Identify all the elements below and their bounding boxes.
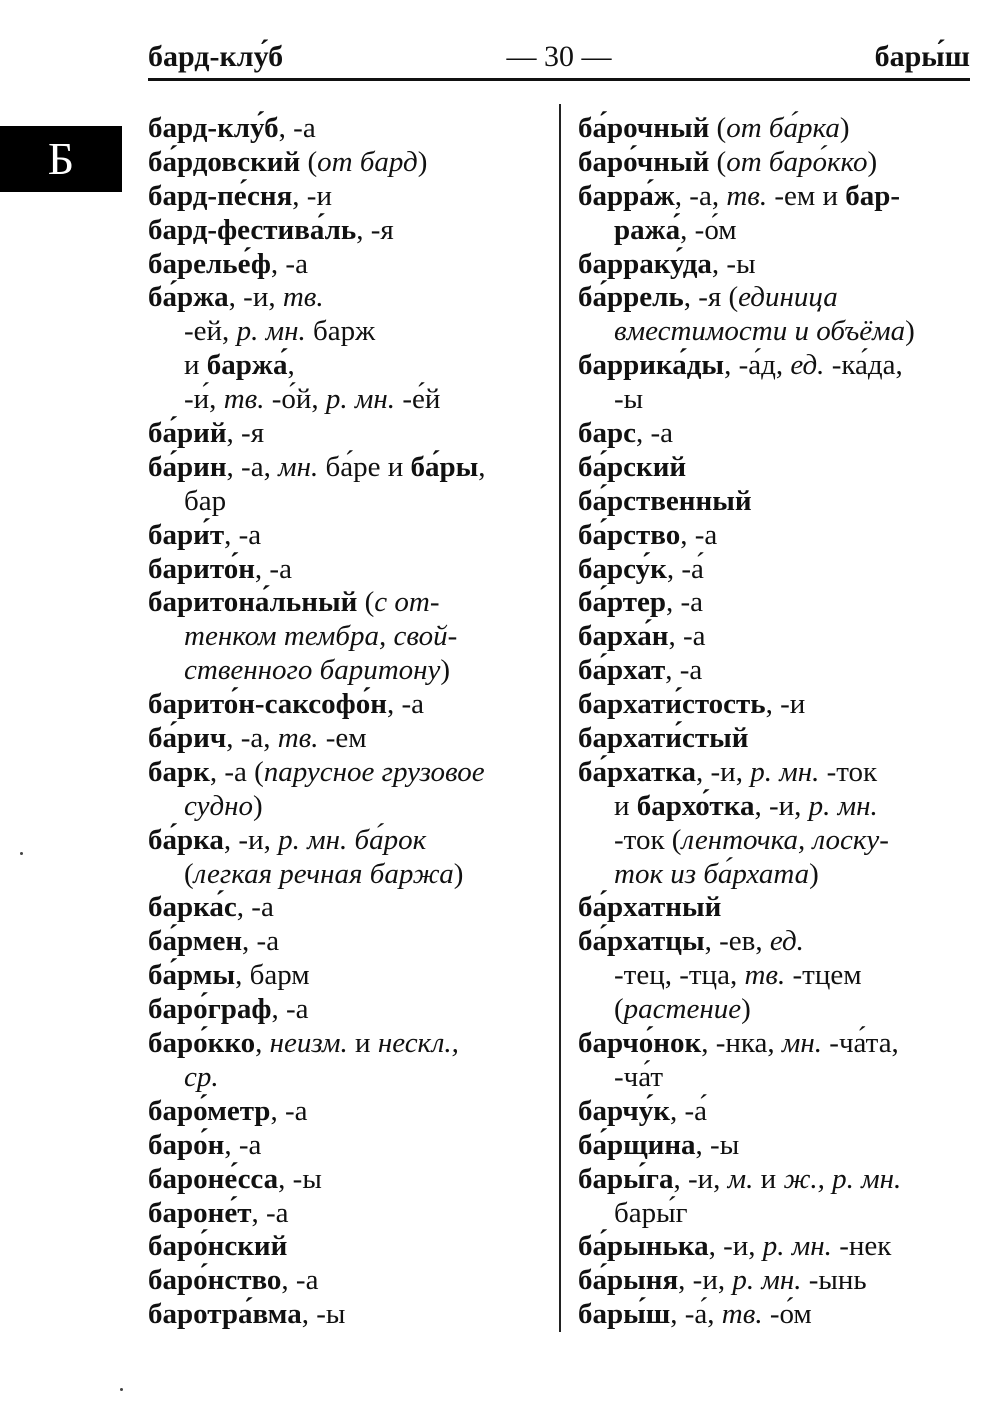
headword: барраку́да bbox=[578, 247, 712, 280]
entry-text: ) bbox=[417, 145, 428, 178]
entry-text: , -а bbox=[254, 552, 292, 585]
entry-text: -ток bbox=[819, 755, 878, 788]
left-column bbox=[148, 112, 546, 1332]
entry-text: , -а bbox=[668, 620, 706, 653]
entry-text: , bbox=[478, 450, 486, 483]
entry-line bbox=[148, 688, 546, 722]
headword: барсу́к bbox=[578, 552, 667, 585]
entry-line bbox=[578, 553, 974, 587]
entry-text: ба́ре и bbox=[318, 450, 411, 483]
headword: барк bbox=[148, 755, 210, 788]
entry-line bbox=[578, 1197, 974, 1231]
entry-text: и bbox=[347, 1027, 378, 1060]
grammar-note: р. мн. bbox=[236, 315, 306, 348]
headword: барчо́нок bbox=[578, 1027, 702, 1060]
entry-text: -ток ( bbox=[614, 823, 682, 856]
grammar-note: мн. bbox=[278, 450, 319, 483]
grammar-note: р. мн. bbox=[732, 1264, 802, 1297]
entry-line bbox=[148, 315, 546, 349]
entry-line bbox=[578, 1129, 974, 1163]
entry-line bbox=[148, 722, 546, 756]
letter-thumb-index: Б bbox=[0, 126, 122, 192]
headword: баро́чный bbox=[578, 145, 710, 178]
headword: ба́ры bbox=[410, 450, 479, 483]
entry-text: барж bbox=[305, 315, 376, 348]
entry-line bbox=[148, 214, 546, 248]
entry-text: , -ы bbox=[695, 1128, 740, 1161]
headword: бары́ш bbox=[578, 1298, 671, 1331]
entry-text: -и́, bbox=[184, 383, 224, 416]
entry-text: , -и, bbox=[678, 1264, 733, 1297]
entry-line bbox=[578, 993, 974, 1027]
entry-line bbox=[148, 485, 546, 519]
headword: баржа́ bbox=[206, 349, 288, 382]
entry-line bbox=[148, 519, 546, 553]
entry-text: ) bbox=[905, 315, 915, 348]
headword: ба́рыня bbox=[578, 1264, 679, 1297]
entry-text: , -а bbox=[278, 112, 316, 144]
grammar-note: неизм. bbox=[269, 1027, 348, 1060]
grammar-note: ср. bbox=[184, 1060, 219, 1093]
entry-line bbox=[578, 824, 974, 858]
entry-line bbox=[578, 1264, 974, 1298]
grammar-note: легкая речная баржа bbox=[193, 857, 454, 890]
grammar-note: ленточка, лоску- bbox=[681, 823, 889, 856]
grammar-note: тв. bbox=[282, 281, 324, 314]
entry-text: , -ев, bbox=[704, 925, 770, 958]
entry-text: ) bbox=[867, 145, 878, 178]
entry-text: , -ы bbox=[711, 247, 756, 280]
headword: барелье́ф bbox=[148, 247, 271, 280]
entry-line bbox=[578, 1163, 974, 1197]
grammar-note: вместимости и объёма bbox=[614, 315, 906, 348]
entry-text: , -а bbox=[665, 654, 703, 687]
entry-line bbox=[148, 790, 546, 824]
entry-text: -нек bbox=[831, 1230, 892, 1263]
entry-text: -о́й, bbox=[264, 383, 326, 416]
entry-line bbox=[578, 180, 974, 214]
entry-text: ( bbox=[709, 145, 727, 178]
entry-text: -ка́да, bbox=[824, 349, 903, 382]
headword: баро́н bbox=[148, 1128, 225, 1161]
column-divider bbox=[559, 104, 561, 1332]
entry-text: ) bbox=[839, 112, 850, 144]
headword: ба́рий bbox=[148, 417, 227, 450]
headword: ба́рство bbox=[578, 518, 681, 551]
entry-text: , -и, bbox=[696, 755, 751, 788]
entry-line bbox=[148, 1298, 546, 1332]
entry-line bbox=[148, 1027, 546, 1061]
entry-text: , -а bbox=[251, 1196, 289, 1229]
headword: барс bbox=[578, 417, 636, 450]
entry-line bbox=[578, 214, 974, 248]
entry-line bbox=[578, 891, 974, 925]
entry-line bbox=[578, 112, 974, 146]
entry-line bbox=[578, 722, 974, 756]
entry-line bbox=[148, 993, 546, 1027]
grammar-note: тв. bbox=[223, 383, 265, 416]
grammar-note: от ба́рка bbox=[726, 112, 840, 144]
headword: барито́н bbox=[148, 552, 255, 585]
entry-line bbox=[578, 858, 974, 892]
grammar-note: нескл., bbox=[377, 1027, 459, 1060]
entry-text: , bbox=[287, 349, 295, 382]
entry-text: , -и, bbox=[673, 1162, 728, 1195]
entry-text: -ча́т bbox=[614, 1060, 664, 1093]
entry-text: , -а́ bbox=[666, 552, 704, 585]
entry-text: , -а bbox=[270, 247, 308, 280]
entry-text: , -и bbox=[292, 179, 332, 212]
entry-text: , -и, bbox=[223, 823, 279, 856]
entry-line bbox=[148, 1197, 546, 1231]
entry-line bbox=[578, 451, 974, 485]
page-number: — 30 — bbox=[506, 40, 612, 73]
grammar-note: от баро́кко bbox=[726, 145, 868, 178]
entry-text: бары́г bbox=[614, 1196, 688, 1229]
entry-text: ) bbox=[440, 654, 451, 687]
entry-text: ) bbox=[741, 993, 751, 1026]
entry-text: -ем и bbox=[767, 179, 846, 212]
headword: ба́ррель bbox=[578, 281, 684, 314]
entry-line bbox=[148, 248, 546, 282]
entry-text: -ем bbox=[318, 722, 367, 755]
entry-text: , -а bbox=[224, 518, 262, 551]
headword: баро́нский bbox=[148, 1230, 288, 1263]
headword: бард-фестива́ль bbox=[148, 213, 357, 246]
entry-line bbox=[578, 349, 974, 383]
entry-line bbox=[148, 824, 546, 858]
headword: ба́рынька bbox=[578, 1230, 709, 1263]
entry-text: , -а bbox=[666, 586, 704, 619]
headword: баротра́вма bbox=[148, 1298, 302, 1331]
entry-line bbox=[578, 248, 974, 282]
entry-line bbox=[148, 349, 546, 383]
headword: ба́ржа bbox=[148, 281, 229, 314]
entry-text: , -я bbox=[226, 417, 265, 450]
headword: ба́рхатка bbox=[578, 755, 697, 788]
entry-text: , -я ( bbox=[683, 281, 739, 314]
grammar-note: р. мн. bbox=[762, 1230, 832, 1263]
entry-line bbox=[578, 315, 974, 349]
entry-text: -ы bbox=[614, 383, 644, 416]
headword: ба́рин bbox=[148, 450, 227, 483]
grammar-note: единица bbox=[738, 281, 838, 314]
headword: ба́рхатный bbox=[578, 891, 722, 924]
grammar-note: ж., р. мн. bbox=[783, 1162, 902, 1195]
headword: ба́рственный bbox=[578, 484, 752, 517]
headword: бар- bbox=[845, 179, 901, 212]
entry-text: , -нка, bbox=[701, 1027, 782, 1060]
entry-text: , -о́м bbox=[680, 213, 737, 246]
entry-line bbox=[148, 620, 546, 654]
headword: ба́рич bbox=[148, 722, 227, 755]
entry-line bbox=[578, 1298, 974, 1332]
entry-line bbox=[578, 146, 974, 180]
entry-line bbox=[148, 1163, 546, 1197]
entry-line bbox=[578, 1027, 974, 1061]
entry-text: -ынь bbox=[801, 1264, 867, 1297]
headword: барито́н-саксофо́н bbox=[148, 688, 387, 721]
entry-line bbox=[148, 858, 546, 892]
grammar-note: р. мн. ба́рок bbox=[278, 823, 427, 856]
entry-line bbox=[578, 756, 974, 790]
headword: ба́рмы bbox=[148, 959, 236, 992]
entry-line bbox=[578, 959, 974, 993]
headword: бары́га bbox=[578, 1162, 674, 1195]
headword: ба́рмен bbox=[148, 925, 243, 958]
entry-text: и bbox=[614, 789, 637, 822]
entry-text: -ча́та, bbox=[822, 1027, 899, 1060]
entry-line bbox=[578, 383, 974, 417]
entry-line bbox=[148, 1061, 546, 1095]
grammar-note: тв. bbox=[744, 959, 786, 992]
entry-text: , -ы bbox=[301, 1298, 346, 1331]
entry-line bbox=[148, 553, 546, 587]
entry-line bbox=[578, 688, 974, 722]
entry-line bbox=[578, 1230, 974, 1264]
headword: ба́рка bbox=[148, 823, 224, 856]
headword: баритона́льный bbox=[148, 586, 358, 619]
print-speck bbox=[120, 1388, 123, 1391]
grammar-note: тв. bbox=[726, 179, 768, 212]
entry-line bbox=[148, 112, 546, 146]
entry-line bbox=[148, 146, 546, 180]
entry-line bbox=[148, 891, 546, 925]
entry-line bbox=[148, 756, 546, 790]
entry-line bbox=[578, 586, 974, 620]
entry-line bbox=[148, 586, 546, 620]
entry-text: , -а bbox=[242, 925, 280, 958]
entry-line bbox=[578, 1095, 974, 1129]
entry-text: , -а́ bbox=[669, 1094, 708, 1127]
entry-line bbox=[578, 519, 974, 553]
entry-text: -тцем bbox=[785, 959, 862, 992]
headword: баро́метр bbox=[148, 1094, 271, 1127]
headword: барра́ж bbox=[578, 179, 675, 212]
entry-line bbox=[578, 790, 974, 824]
headword: ба́рщина bbox=[578, 1128, 696, 1161]
entry-line bbox=[578, 417, 974, 451]
headword: баро́кко bbox=[148, 1027, 256, 1060]
entry-line bbox=[578, 485, 974, 519]
headword: баро́нство bbox=[148, 1264, 282, 1297]
entry-line bbox=[578, 925, 974, 959]
headword: бароне́сса bbox=[148, 1162, 279, 1195]
headword: бархо́тка bbox=[636, 789, 755, 822]
headword: бархати́стый bbox=[578, 722, 749, 755]
headword: баро́граф bbox=[148, 993, 272, 1026]
entry-text: , -а́д, bbox=[724, 349, 791, 382]
entry-text: ( bbox=[300, 145, 318, 178]
print-speck bbox=[20, 852, 23, 855]
entry-text: -о́м bbox=[762, 1298, 812, 1331]
entry-line bbox=[148, 1129, 546, 1163]
headword: ба́рочный bbox=[578, 112, 710, 144]
entry-text: ( bbox=[357, 586, 375, 619]
grammar-note: парусное грузовое bbox=[263, 755, 485, 788]
grammar-note: судно bbox=[184, 789, 254, 822]
header-last-entry: бары́ш bbox=[874, 40, 970, 73]
entry-line bbox=[148, 959, 546, 993]
entry-line bbox=[578, 620, 974, 654]
grammar-note: тв. bbox=[277, 722, 319, 755]
entry-text: , -а́, bbox=[670, 1298, 722, 1331]
headword: бард-клу́б bbox=[148, 112, 279, 144]
headword: ража́ bbox=[614, 213, 681, 246]
grammar-note: ед. bbox=[769, 925, 804, 958]
entry-text: , -а bbox=[281, 1264, 319, 1297]
entry-text: -тец, -тца, bbox=[614, 959, 745, 992]
headword: ба́рхатцы bbox=[578, 925, 705, 958]
entry-line bbox=[148, 451, 546, 485]
entry-text: , барм bbox=[235, 959, 310, 992]
grammar-note: растение bbox=[623, 993, 742, 1026]
entry-line bbox=[578, 281, 974, 315]
entry-text: ( bbox=[709, 112, 727, 144]
headword: барчу́к bbox=[578, 1094, 670, 1127]
entry-line bbox=[148, 1264, 546, 1298]
entry-text: , -а bbox=[224, 1128, 262, 1161]
entry-text: , -а bbox=[636, 417, 674, 450]
entry-text: -е́й bbox=[395, 383, 441, 416]
running-header bbox=[148, 38, 970, 81]
headword: ба́рский bbox=[578, 450, 687, 483]
headword: бархати́стость bbox=[578, 688, 766, 721]
entry-text: , -а bbox=[270, 1094, 308, 1127]
entry-text: , -и, bbox=[228, 281, 283, 314]
entry-line bbox=[148, 281, 546, 315]
headword: бароне́т bbox=[148, 1196, 252, 1229]
entry-text: , -и, bbox=[708, 1230, 763, 1263]
entry-text: , -и bbox=[765, 688, 806, 721]
entry-line bbox=[148, 1095, 546, 1129]
headword: ба́ртер bbox=[578, 586, 666, 619]
entry-text: , -а bbox=[680, 518, 718, 551]
entry-line bbox=[578, 654, 974, 688]
entry-text: , -а ( bbox=[209, 755, 264, 788]
grammar-note: ток из ба́рхата bbox=[614, 857, 810, 890]
grammar-note: от бард bbox=[317, 145, 418, 178]
entry-text: ( bbox=[614, 993, 624, 1026]
grammar-note: с от- bbox=[374, 586, 440, 619]
entry-text: , -ы bbox=[278, 1162, 322, 1195]
grammar-note: р. мн. bbox=[750, 755, 820, 788]
entry-line bbox=[148, 654, 546, 688]
headword: бари́т bbox=[148, 518, 225, 551]
right-column bbox=[578, 112, 974, 1332]
entry-text: ( bbox=[184, 857, 194, 890]
entry-line bbox=[578, 1061, 974, 1095]
grammar-note: м. bbox=[727, 1162, 754, 1195]
entry-text: , bbox=[255, 1027, 270, 1060]
grammar-note: тв. bbox=[721, 1298, 763, 1331]
entry-text: ) bbox=[809, 857, 819, 890]
entry-line bbox=[148, 417, 546, 451]
headword: ба́рдовский bbox=[148, 145, 301, 178]
headword: барха́н bbox=[578, 620, 669, 653]
headword: бард-пе́сня bbox=[148, 179, 293, 212]
grammar-note: р. мн. bbox=[325, 383, 396, 416]
grammar-note: р. мн. bbox=[808, 789, 878, 822]
entry-text: , -а, bbox=[226, 722, 278, 755]
grammar-note: мн. bbox=[781, 1027, 823, 1060]
entry-text: , -а bbox=[271, 993, 309, 1026]
entry-text: и bbox=[753, 1162, 784, 1195]
entry-line bbox=[148, 180, 546, 214]
headword: барка́с bbox=[148, 891, 237, 924]
entry-text: , -и, bbox=[754, 789, 809, 822]
entry-line bbox=[148, 383, 546, 417]
entry-text: ) bbox=[253, 789, 263, 822]
grammar-note: ед. bbox=[790, 349, 825, 382]
headword: баррика́ды bbox=[578, 349, 725, 382]
grammar-note: ственного баритону bbox=[184, 654, 441, 687]
entry-line bbox=[148, 1230, 546, 1264]
entry-text: , -я bbox=[356, 213, 394, 246]
entry-text: бар bbox=[184, 484, 227, 517]
entry-text: -ей, bbox=[184, 315, 237, 348]
header-first-entry: бард-клу́б bbox=[148, 40, 284, 73]
grammar-note: тенком тембра, свой- bbox=[184, 620, 458, 653]
entry-text: , -а, bbox=[226, 450, 279, 483]
entry-line bbox=[148, 925, 546, 959]
entry-text: ) bbox=[453, 857, 464, 890]
entry-text: , -а bbox=[236, 891, 274, 924]
headword: ба́рхат bbox=[578, 654, 666, 687]
entry-text: , -а bbox=[386, 688, 424, 721]
entry-text: и bbox=[184, 349, 207, 382]
entry-text: , -а, bbox=[674, 179, 727, 212]
